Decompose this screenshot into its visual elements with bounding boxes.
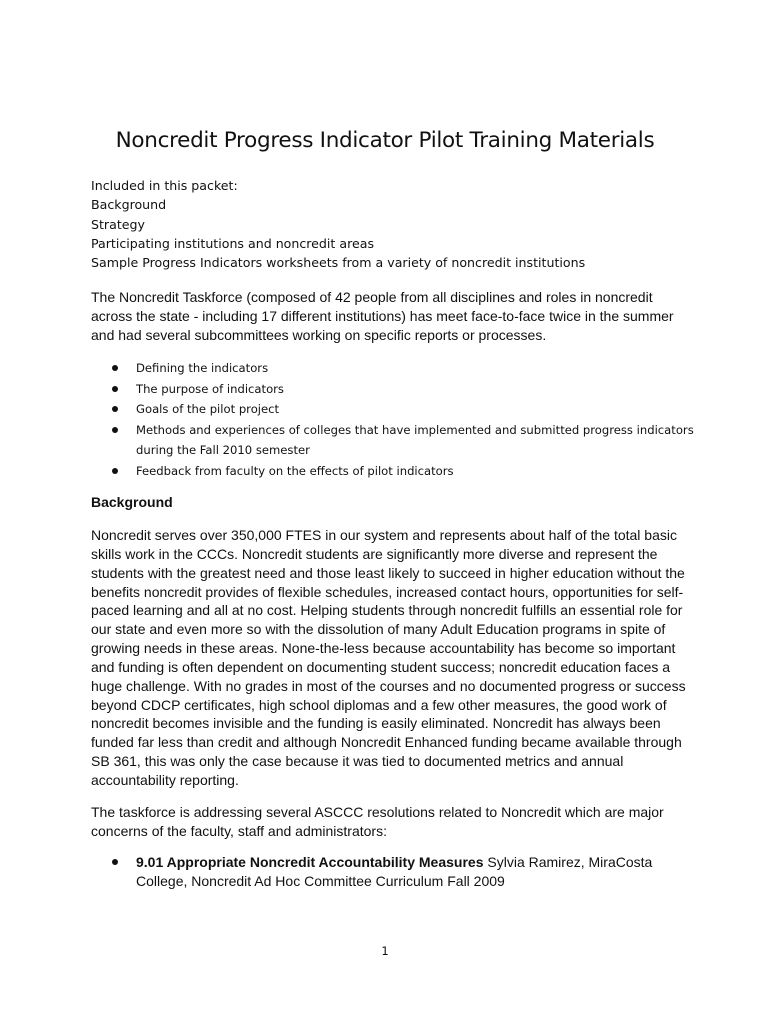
background-paragraph: Noncredit serves over 350,000 FTES in our system and represents about half of the total basic skills work in the CCCs. Noncredit students are significantly more diverse and represent the students with the greatest need and those least likely to succeed in higher education without the benefits noncredit provides of flexible schedules, increased contact hours, opportunities for self-paced learning and all at no cost. Helping students through noncredit fulfills an essential role for our state and even more so with the dissolution of many Adult Education programs in spite of growing needs in these areas. None-the-less because accountability has become so important and funding is often dependent on documenting student success; noncredit education faces a huge challenge. With no grades in most of the courses and no documented progress or success beyond CDCP certificates, high school diplomas and a few other measures, the good work of noncredit becomes invisible and the funding is easily eliminated. Noncredit has always been funded far less than credit and although Noncredit Enhanced funding became available through SB 361, this was only the case because it was tied to documented metrics and annual accountability reporting. xyxy=(91,527,686,788)
intro-paragraph: The Noncredit Taskforce (composed of 42 people from all disciplines and roles in noncredit across the state - including 17 different institutions) has meet face-to-face twice in the summer and had several subcommittees working on specific reports or processes. xyxy=(91,289,674,343)
bullet-icon xyxy=(112,365,118,371)
section-heading: Background xyxy=(91,494,173,510)
list-item xyxy=(91,399,731,420)
list-item xyxy=(91,461,731,482)
bullet-icon xyxy=(112,468,118,474)
resolutions-list xyxy=(91,853,691,891)
bullet-icon xyxy=(112,427,118,433)
packet-intro: Included in this packet: xyxy=(91,178,238,193)
bullet-icon xyxy=(112,859,118,865)
list-item-text: The purpose of indicators xyxy=(136,381,284,396)
packet-item: Participating institutions and noncredit areas xyxy=(91,235,375,251)
list-item-text: Methods and experiences of colleges that have implemented and submitted progress indicators during the Fall 2010 semester xyxy=(136,422,694,458)
list-item xyxy=(91,358,731,379)
document-title: Noncredit Progress Indicator Pilot Training Materials xyxy=(115,128,655,153)
packet-item: Strategy xyxy=(91,216,145,232)
packet-item: Sample Progress Indicators worksheets from a variety of noncredit institutions xyxy=(91,255,586,271)
list-item-text: Goals of the pilot project xyxy=(136,402,280,417)
list-item xyxy=(91,853,691,891)
packet-contents xyxy=(91,176,711,272)
taskforce-paragraph: The taskforce is addressing several ASCCC resolutions related to Noncredit which are major concerns of the faculty, staff and administrators: xyxy=(91,804,664,839)
page-number: 1 xyxy=(381,944,389,958)
list-item xyxy=(91,420,731,461)
list-item-text: Feedback from faculty on the effects of pilot indicators xyxy=(136,463,454,478)
topics-list xyxy=(91,358,731,482)
resolution-title: 9.01 Appropriate Noncredit Accountability Measures xyxy=(136,854,484,870)
list-item xyxy=(91,379,731,400)
resolution-detail: Sylvia Ramirez, MiraCosta College, Noncredit Ad Hoc Committee Curriculum Fall 2009 xyxy=(136,854,653,889)
bullet-icon xyxy=(112,386,118,392)
packet-item: Background xyxy=(91,197,167,213)
list-item-text: Defining the indicators xyxy=(136,361,269,375)
bullet-icon xyxy=(112,406,118,412)
